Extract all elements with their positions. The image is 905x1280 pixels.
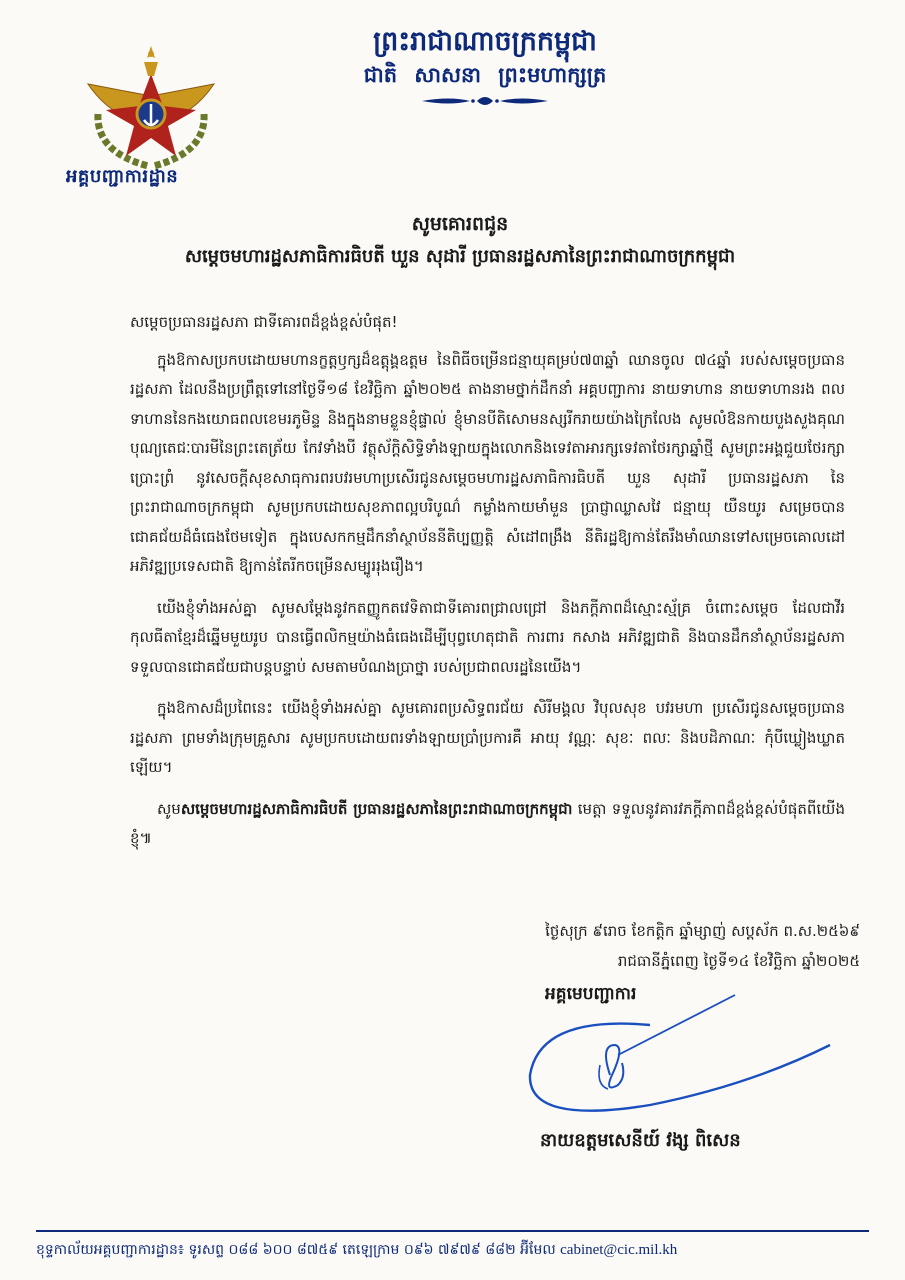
org-name: អគ្គបញ្ជាការដ្ឋាន — [66, 166, 179, 187]
handwritten-signature-icon — [500, 985, 840, 1135]
paragraph-1: ក្នុងឱកាសប្រកបដោយមហានក្ខត្តឫក្សដ៏ឧត្តុង្គឧត្តម នៃពិធីចម្រើនជន្មាយុគម្រប់៧៣ឆ្នាំ ឈានចូល ៧៤ឆ្នាំ របស់សម្តេចប្រធានរដ្ឋសភា ដែលនឹងប្រព្រឹត្តទៅនៅថ្ងៃទី១៨ ខែវិច្ឆិកា ឆ្នាំ២០២៥ តាងនាមថ្នាក់ដឹកនាំ អគ្គបញ្ជាការ នាយទាហាន នាយទាហានរង ពលទាហាននៃកងយោធពលខេមរភូមិន្ទ និងក្នុងនាមខ្លួនខ្ញុំផ្ទាល់ ខ្ញុំមានបីតិសោមនស្សរីករាយយ៉ាងក្រៃលែង សូមលំឱនកាយបួងសួងគុណបុណ្យតេជៈបារមីនៃព្រះតេត្រ័យ កែវទាំងបី វត្ថុស័ក្តិសិទ្ធិទាំងឡាយក្នុងលោកនិងទេវតាអារក្សទេវតាថែរក្សាឆ្នាំថ្មី សូមព្រះអង្គជួយថែរក្សាប្រោះព្រំ នូវសេចក្តីសុខសាធុការពរបវរមហាប្រសើរជូនសម្តេចមហារដ្ឋសភាធិការធិបតី ឃួន សុដារី ប្រធានរដ្ឋសភា នៃព្រះរាជាណាចក្រកម្ពុជា សូមប្រកបដោយសុខភាពល្អបរិបូណ៌ កម្លាំងកាយមាំមួន ប្រាជ្ញាឈ្លាសវៃ ជន្មាយុ យឺនយូរ សម្រេចបានជោគជ័យដ៏ធំធេងថែមទៀត ក្នុងបេសកកម្មដឹកនាំស្ថាប័ននីតិប្បញ្ញត្តិ សំដៅពង្រឹង នីតិរដ្ឋឱ្យកាន់តែរឹងមាំឈានទៅសម្រេចគោលដៅអភិវឌ្ឍប្រទេសជាតិ ឱ្យកាន់តែរីកចម្រើនសម្បូររុងរឿង។ — [130, 350, 845, 575]
closing-recipient: សម្តេចមហារដ្ឋសភាធិការធិបតី ប្រធានរដ្ឋសភានៃព្រះរាជាណាចក្រកម្ពុជា — [180, 799, 573, 818]
footer-email[interactable]: cabinet@cic.mil.kh — [560, 1242, 678, 1258]
kingdom-motto: ជាតិ សាសនា ព្រះមហាក្សត្រ — [363, 63, 607, 87]
closing-suffix: មេត្តា ទទួលនូវគារវភក្តីភាពដ៏ខ្ពង់ខ្ពស់បំផុតពីយើងខ្ញុំ៕ — [130, 799, 845, 847]
date-block — [420, 916, 860, 976]
footer-contact-text: ខុទ្ទកាល័យអគ្គបញ្ជាការដ្ឋាន៖ ទូរសព្ទ ០៨៨ ៦០០ ៨៧៥៩ តេឡេក្រាម ០៩៦ ៧៩៧៩ ៨៨២ អ៊ីមែល — [36, 1242, 556, 1258]
respect-line: សូមគោរពជូន — [411, 213, 509, 235]
footer-contact — [36, 1240, 869, 1261]
lunar-date: ថ្ងៃសុក្រ ៩រោច ខែកត្តិក ឆ្នាំម្សាញ់ សប្តស័ក ព.ស.២៥៦៩ — [545, 922, 860, 940]
kingdom-title: ព្រះរាជាណាចក្រកម្ពុជា — [373, 26, 597, 57]
salutation: សម្តេចប្រធានរដ្ឋសភា ជាទីគោរពដ៏ខ្ពង់ខ្ពស់បំផុត! — [130, 313, 398, 331]
footer-divider — [36, 1230, 869, 1232]
addressee-block — [60, 208, 860, 274]
tacteng-ornament-icon — [420, 94, 550, 108]
letter-body — [130, 308, 845, 866]
signatory-title: អគ្គមេបញ្ជាការ — [545, 984, 637, 1004]
signer-name: នាយឧត្តមសេនីយ៍ វង្ស ពិសេន — [540, 1130, 741, 1151]
paragraph-3: ក្នុងឱកាសដ៏ប្រពៃនេះ យើងខ្ញុំទាំងអស់គ្នា សូមគោរពប្រសិទ្ធពរជ័យ សិរីមង្គល វិបុលសុខ បវរមហា ប្រសើរជូនសម្តេចប្រធានរដ្ឋសភា ព្រមទាំងក្រុមគ្រួសារ សូមប្រកបដោយពរទាំងឡាយប្រាំប្រការគឺ អាយុ វណ្ណៈ សុខៈ ពលៈ និងបដិភាណៈ កុំបីឃ្លៀងឃ្លាតឡើយ។ — [130, 699, 845, 776]
solar-date: រាជធានីភ្នំពេញ ថ្ងៃទី១៤ ខែវិច្ឆិកា ឆ្នាំ២០២៥ — [617, 952, 860, 970]
closing-paragraph — [130, 795, 845, 854]
military-emblem-icon — [78, 44, 224, 170]
closing-prefix: សូម — [157, 799, 181, 818]
paragraph-2: យើងខ្ញុំទាំងអស់គ្នា សូមសម្តែងនូវកតញ្ញូកតវេទិតាជាទីគោរពជ្រាលជ្រៅ និងភក្តីភាពដ៏ស្មោះស្ម័គ្រ ចំពោះសម្តេច ដែលជាវីរកុលធីតាខ្មែរដ៏ឆ្នើមមួយរូប បានធ្វើពលិកម្មយ៉ាងធំធេងដើម្បីបុព្វហេតុជាតិ ការពារ កសាង អភិវឌ្ឍជាតិ និងបានដឹកនាំស្ថាប័នរដ្ឋសភា ទទួលបានជោគជ័យជាបន្តបន្ទាប់ សមតាមបំណងប្រាថ្នា របស់ប្រជាពលរដ្ឋនៃយើង។ — [130, 598, 845, 676]
recipient-line: សម្តេចមហារដ្ឋសភាធិការធិបតី ឃួន សុដារី ប្រធានរដ្ឋសភានៃព្រះរាជាណាចក្រកម្ពុជា — [184, 246, 736, 267]
kingdom-heading — [320, 24, 650, 108]
